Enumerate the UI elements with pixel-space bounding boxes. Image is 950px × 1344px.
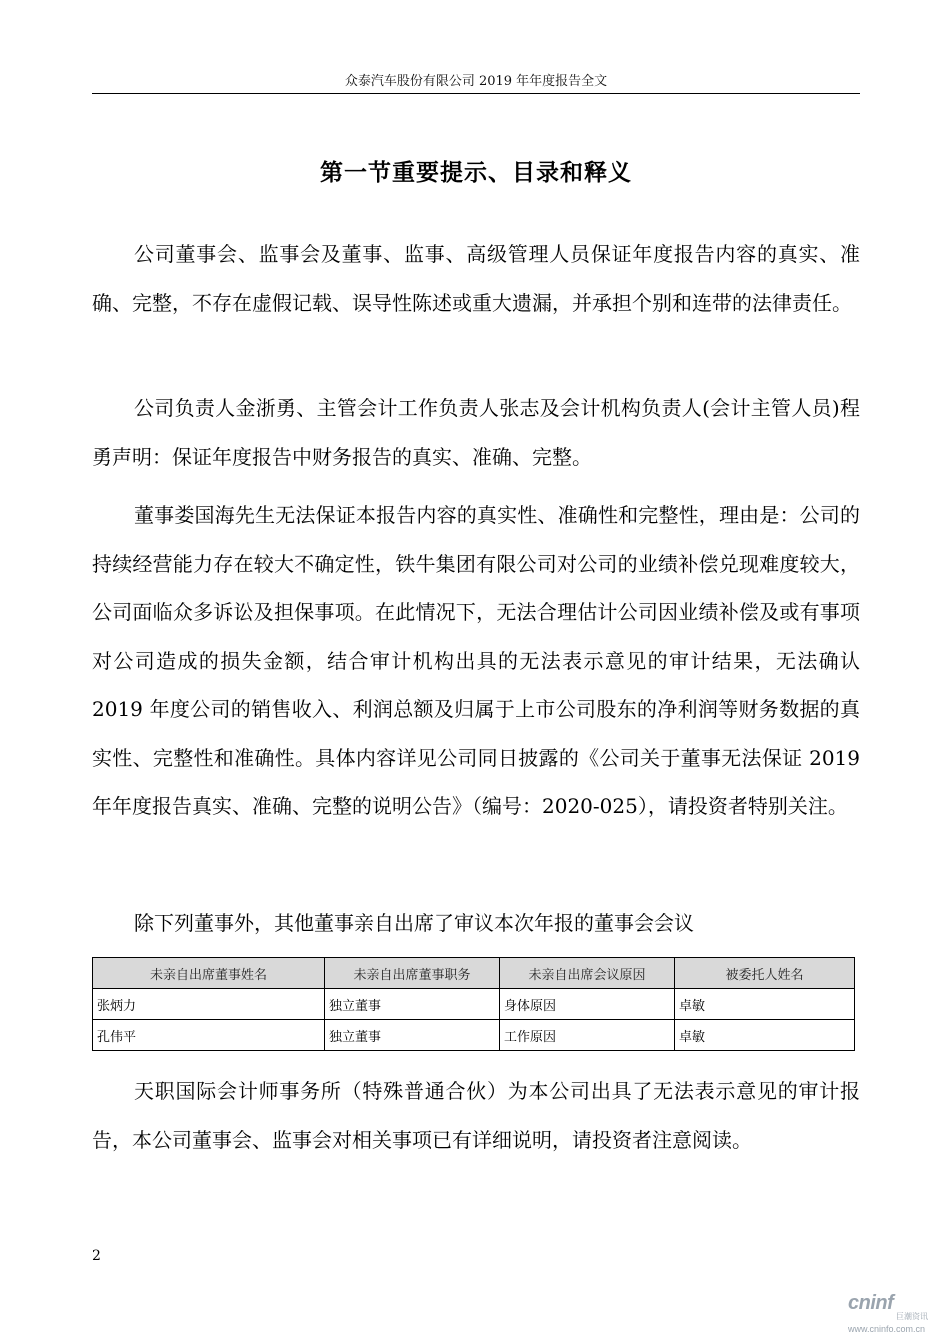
header-divider xyxy=(92,93,860,94)
cell-absent-name: 张炳力 xyxy=(93,989,325,1020)
cell-proxy-name: 卓敏 xyxy=(675,1020,855,1051)
cell-absent-position: 独立董事 xyxy=(325,989,500,1020)
cell-absent-reason: 身体原因 xyxy=(500,989,675,1020)
header-absent-position: 未亲自出席董事职务 xyxy=(325,958,500,989)
paragraph-director-objection: 董事娄国海先生无法保证本报告内容的真实性、准确性和完整性，理由是：公司的持续经营能力存在较大不确定性，铁牛集团有限公司对公司的业绩补偿兑现难度较大，公司面临众多诉讼及担保事项。在此情况下，无法合理估计公司因业绩补偿及或有事项对公司造成的损失金额，结合审计机构出具的无法表示意见的审计结果，无法确认 2019 年度公司的销售收入、利润总额及归属于上市公司股东的净利润等财务数据的真实性、完整性和准确性。具体内容详见公司同日披露的《公司关于董事无法保证 2019 年年度报告真实、准确、完整的说明公告》（编号：2020-025），请投资者特别关注。 xyxy=(92,503,860,818)
paragraph-attendance: 除下列董事外，其他董事亲自出席了审议本次年报的董事会会议 xyxy=(134,911,694,935)
table-header-row xyxy=(93,958,855,989)
cninfo-url: www.cninfo.com.cn xyxy=(848,1324,926,1334)
header-absent-name: 未亲自出席董事姓名 xyxy=(93,958,325,989)
paragraph-board-guarantee: 公司董事会、监事会及董事、监事、高级管理人员保证年度报告内容的真实、准确、完整，不存在虚假记载、误导性陈述或重大遗漏，并承担个别和连带的法律责任。 xyxy=(92,242,860,315)
cninfo-logo: cninf xyxy=(848,1292,894,1314)
table-row xyxy=(93,1020,855,1051)
cell-absent-position: 独立董事 xyxy=(325,1020,500,1051)
cninfo-logo-subtitle: 巨潮资讯 xyxy=(896,1312,928,1321)
absent-directors-table xyxy=(92,957,855,1051)
section-title: 第一节重要提示、目录和释义 xyxy=(320,159,632,186)
table-row xyxy=(93,989,855,1020)
cell-absent-name: 孔伟平 xyxy=(93,1020,325,1051)
header-proxy-name: 被委托人姓名 xyxy=(675,958,855,989)
cell-absent-reason: 工作原因 xyxy=(500,1020,675,1051)
cninfo-watermark xyxy=(848,1292,944,1338)
paragraph-audit-opinion: 天职国际会计师事务所（特殊普通合伙）为本公司出具了无法表示意见的审计报告，本公司董事会、监事会对相关事项已有详细说明，请投资者注意阅读。 xyxy=(92,1079,860,1152)
header-absent-reason: 未亲自出席会议原因 xyxy=(500,958,675,989)
report-header: 众泰汽车股份有限公司 2019 年年度报告全文 xyxy=(344,74,608,89)
paragraph-responsible-persons: 公司负责人金浙勇、主管会计工作负责人张志及会计机构负责人(会计主管人员)程勇声明：保证年度报告中财务报告的真实、准确、完整。 xyxy=(92,396,860,469)
cell-proxy-name: 卓敏 xyxy=(675,989,855,1020)
page-number: 2 xyxy=(92,1248,101,1264)
